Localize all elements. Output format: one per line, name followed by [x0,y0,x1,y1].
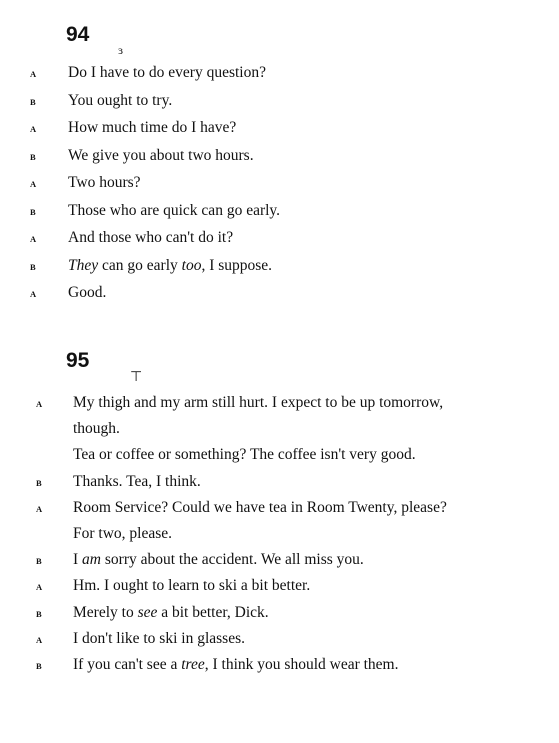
dialogue-lines [0,62,559,310]
speaker-label: B [36,556,42,567]
speaker-label: B [30,261,36,272]
dialogue-line [0,117,559,145]
dialogue-text: Do I have to do every question? [68,64,266,81]
dialogue-line [0,654,559,680]
dialogue-text: How much time do I have? [68,119,237,136]
dialogue-line [0,628,559,654]
speaker-label: A [30,234,37,244]
dialogue-lines [0,392,559,680]
dialogue-text: Merely to see a bit better, Dick. [73,603,269,621]
speaker-label: B [30,151,36,162]
dialogue-text: Thanks. Tea, I think. [73,472,201,490]
speaker-label: A [36,634,43,645]
section-number: 94 [66,23,90,46]
dialogue-line [0,549,559,575]
dialogue-text: Hm. I ought to learn to ski a bit better. [73,577,311,595]
dialogue-text: Tea or coffee or something? The coffee isn't very good. [73,446,416,464]
dialogue-text: Room Service? Could we have tea in Room Twenty, please? [73,498,447,516]
dialogue-line [0,497,559,523]
section-number: 95 [66,349,90,372]
dialogue-line [0,255,559,283]
dialogue-text: I don't like to ski in glasses. [73,629,245,647]
dialogue-text: We give you about two hours. [68,146,254,164]
speaker-label: B [36,660,42,671]
dialogue-line [0,145,559,173]
speaker-label: B [36,477,42,488]
intonation-mark-icon: ɜ [118,43,124,57]
dialogue-line [0,172,559,200]
dialogue-text: Two hours? [68,174,141,191]
speaker-label: A [30,289,37,299]
speaker-label: A [36,582,43,593]
dialogue-text: They can go early too, I suppose. [68,256,273,274]
dialogue-text: My thigh and my arm still hurt. I expect to be up tomorrow, [73,394,444,411]
speaker-label: A [30,124,37,134]
dialogue-line [0,471,559,497]
dialogue-text: If you can't see a tree, I think you should wear them. [73,655,399,673]
intonation-mark-icon: ⊤ [130,370,143,385]
dialogue-line [0,282,559,310]
dialogue-text: Those who are quick can go early. [68,201,281,219]
dialogue-text: I am sorry about the accident. We all miss you. [73,551,364,569]
dialogue-line [0,392,559,418]
dialogue-line [0,227,559,255]
dialogue-line [0,90,559,118]
speaker-label: A [30,179,37,189]
speaker-label: A [30,69,37,79]
dialogue-line [0,523,559,549]
dialogue-line [0,62,559,90]
dialogue-text: though. [73,420,120,438]
dialogue-text: And those who can't do it? [68,229,234,246]
speaker-label: A [36,399,43,409]
dialogue-line [0,444,559,470]
dialogue-line [0,575,559,601]
dialogue-line [0,200,559,228]
speaker-label: B [30,96,36,107]
dialogue-text: Good. [68,284,107,301]
dialogue-text: You ought to try. [68,91,173,109]
dialogue-text: For two, please. [73,524,173,542]
speaker-label: A [36,503,43,514]
speaker-label: B [36,608,42,619]
speaker-label: B [30,206,36,217]
dialogue-line [0,602,559,628]
dialogue-line [0,418,559,444]
